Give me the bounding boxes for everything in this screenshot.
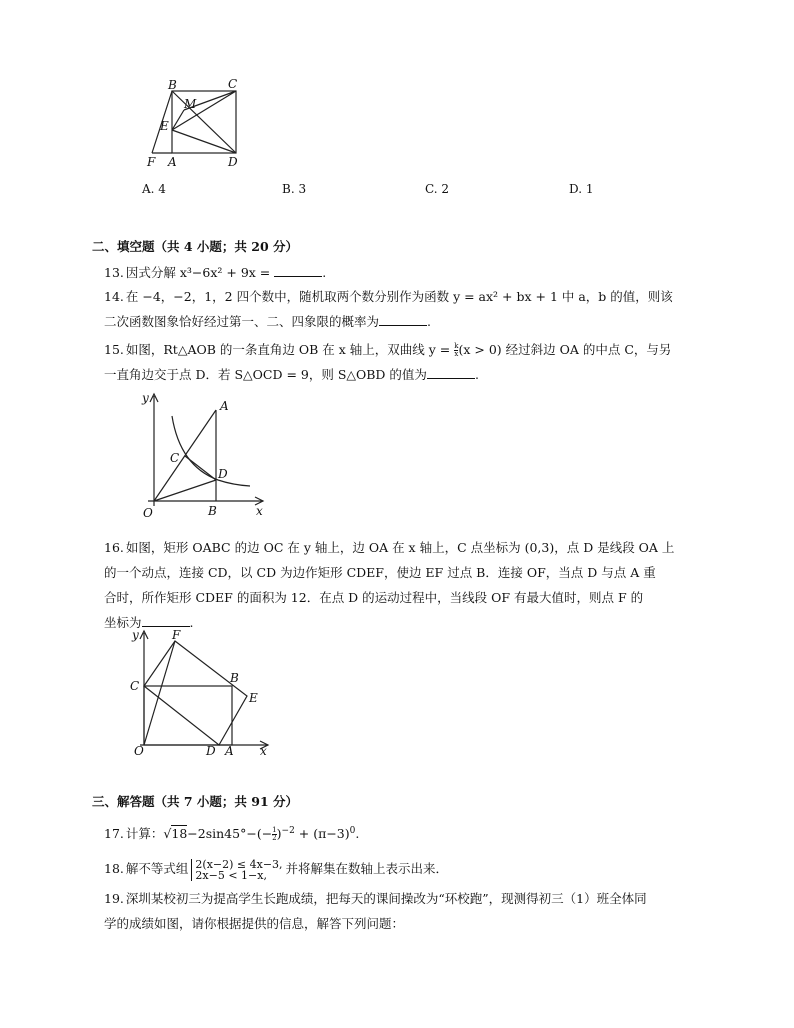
option-c: C. 2 — [425, 182, 450, 196]
question-number: 19. — [104, 891, 124, 906]
label-e: E — [249, 691, 258, 705]
question-text-line2: 学的成绩如图，请你根据提供的信息，解答下列问题： — [104, 916, 405, 931]
question-text-line1: 在 −4，−2，1，2 四个数中，随机取两个数分别作为函数 y = ax² + bx + 1 中 a，b 的值，则该 — [125, 289, 673, 304]
label-y: y — [132, 628, 139, 642]
label-d: D — [218, 467, 228, 481]
question-end: . — [474, 367, 479, 382]
question-end: . — [355, 826, 360, 842]
rectangle-oabc — [144, 686, 232, 745]
question-number: 16. — [104, 540, 124, 555]
question-text-line2: 一直角边交于点 D．若 S△OCD = 9，则 S△OBD 的值为 — [104, 367, 427, 382]
question-text-line2: 的一个动点，连接 CD，以 CD 为边作矩形 CDEF，使边 EF 过点 B．连接 OF，当点 D 与点 A 重 — [104, 565, 656, 580]
segment-of — [144, 641, 175, 745]
question-text-post: 并将解集在数轴上表示出来． — [285, 861, 449, 876]
question-18 — [104, 856, 704, 881]
question-end: . — [189, 615, 194, 630]
inequality-1: 2(x−2) ≤ 4x−3, — [195, 857, 283, 871]
option-b: B. 3 — [282, 182, 307, 196]
paren-close: ) — [276, 826, 282, 842]
label-e: E — [160, 119, 169, 133]
question-13 — [104, 260, 704, 285]
label-a: A — [220, 399, 229, 413]
fraction-denominator: 2 — [272, 834, 277, 843]
label-c: C — [228, 77, 238, 91]
paren-open: (− — [256, 826, 273, 842]
answer-blank — [427, 366, 475, 379]
label-x: x — [256, 504, 263, 518]
answer-blank — [379, 313, 427, 326]
label-c: C — [170, 451, 180, 465]
inequality-2: 2x−5 < 1−x, — [195, 868, 267, 882]
answer-blank — [274, 264, 322, 277]
fraction-denominator: x — [454, 350, 459, 358]
question-17 — [104, 819, 704, 846]
label-b: B — [208, 504, 217, 518]
question-19 — [104, 886, 704, 936]
figure-q16-rectangles — [126, 625, 276, 757]
label-f: F — [172, 628, 181, 642]
question-number: 14. — [104, 289, 124, 304]
question-number: 17. — [104, 826, 124, 842]
label-o: O — [134, 744, 144, 757]
question-number: 15. — [104, 342, 124, 357]
label-f: F — [147, 155, 156, 169]
expr-post: + (π−3) — [294, 826, 350, 842]
question-end: . — [427, 314, 431, 329]
question-text-line4: 坐标为 — [104, 615, 142, 630]
question-text-line1: 深圳某校初三为提高学生长跑成绩，把每天的课间操改为“环校跑”，现测得初三（1）班全体同 — [125, 891, 647, 906]
question-end: . — [322, 265, 327, 280]
label-m: M — [184, 97, 197, 111]
label-b: B — [168, 78, 177, 92]
question-text-pre: 计算： — [125, 826, 164, 842]
section-3-title: 三、解答题（共 7 小题；共 91 分） — [92, 794, 299, 809]
question-text-post: (x > 0) 经过斜边 OA 的中点 C，与另 — [458, 342, 672, 357]
section-2-title: 二、填空题（共 4 小题；共 20 分） — [92, 239, 299, 254]
exponent-zero: 0 — [349, 826, 356, 836]
question-number: 13. — [104, 265, 124, 280]
figure-rectangle-abcd — [140, 75, 250, 170]
fraction-numerator: 1 — [272, 826, 277, 835]
label-a: A — [168, 155, 177, 169]
exponent: −2 — [281, 826, 295, 836]
question-number: 18. — [104, 861, 124, 876]
expr-mid: −2sin45°− — [187, 826, 257, 842]
question-15 — [104, 337, 704, 387]
question-text-line2: 二次函数图象恰好经过第一、二、四象限的概率为 — [104, 314, 380, 329]
label-y: y — [142, 391, 149, 405]
sqrt-radicand: 18 — [171, 826, 188, 842]
question-text: 因式分解 x³−6x² + 9x = — [125, 265, 275, 280]
label-d: D — [206, 744, 216, 757]
sqrt-sign: √ — [163, 826, 172, 842]
option-d: D. 1 — [569, 182, 594, 196]
label-a: A — [225, 744, 234, 757]
segment-oa — [154, 410, 216, 501]
question-14 — [104, 284, 704, 334]
label-x: x — [260, 744, 267, 757]
question-text-pre: 解不等式组 — [125, 861, 189, 876]
inequality-system — [191, 859, 282, 881]
label-c: C — [130, 679, 140, 693]
question-16 — [104, 535, 704, 635]
option-a: A. 4 — [142, 182, 166, 196]
label-d: D — [228, 155, 238, 169]
figure-q15-hyperbola — [138, 388, 273, 520]
question-text-line1: 如图，矩形 OABC 的边 OC 在 y 轴上，边 OA 在 x 轴上，C 点坐标为 (0,3)，点 D 是线段 OA 上 — [125, 540, 675, 555]
label-b: B — [230, 671, 239, 685]
question-text-line3: 合时，所作矩形 CDEF 的面积为 12．在点 D 的运动过程中，当线段 OF 有最大值时，则点 F 的 — [104, 590, 644, 605]
question-text-pre: 如图，Rt△AOB 的一条直角边 OB 在 x 轴上，双曲线 y = — [125, 342, 455, 357]
fraction-numerator: k — [454, 342, 459, 350]
label-o: O — [143, 506, 153, 520]
